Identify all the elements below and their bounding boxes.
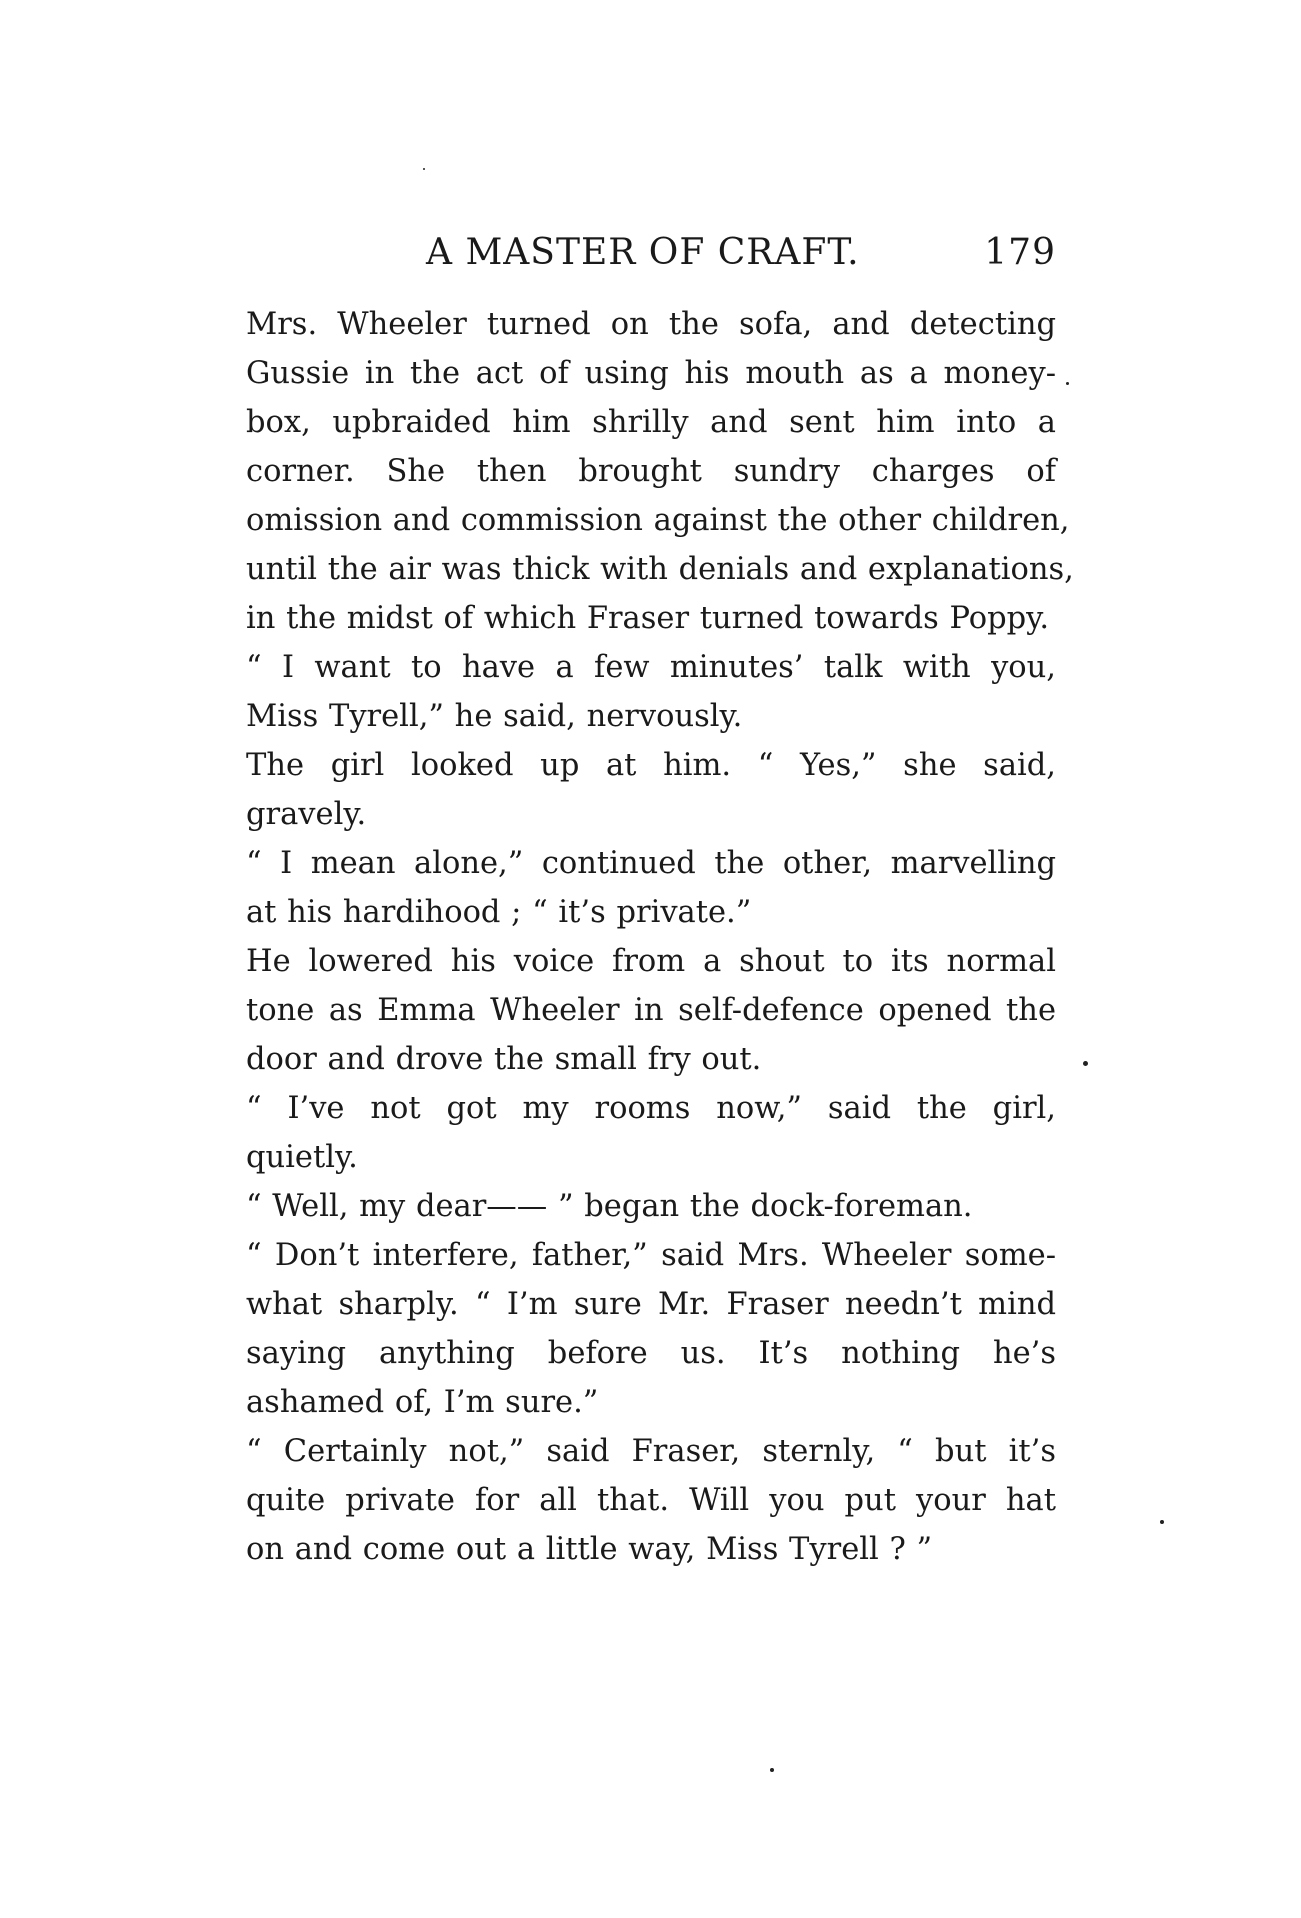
text-line: Mrs. Wheeler turned on the sofa, and detecting	[246, 307, 1056, 342]
paragraph	[246, 937, 1056, 1084]
text-line: tone as Emma Wheeler in self-defence opened the	[246, 993, 1056, 1028]
text-line: at his hardihood ; “ it’s private.”	[246, 895, 752, 930]
text-line: quietly.	[246, 1140, 358, 1175]
text-line: saying anything before us. It’s nothing he’s	[246, 1336, 1056, 1371]
text-line: ashamed of, I’m sure.”	[246, 1385, 599, 1420]
page-number: 179	[984, 232, 1056, 273]
text-line: “ Certainly not,” said Fraser, sternly, “ but it’s	[246, 1434, 1056, 1469]
text-line: He lowered his voice from a shout to its normal	[246, 944, 1056, 979]
paragraph	[246, 300, 1074, 643]
text-line: “ Don’t interfere, father,” said Mrs. Wheeler some-	[246, 1238, 1056, 1273]
running-head	[246, 232, 1056, 282]
scan-speck	[1066, 382, 1069, 385]
text-line: on and come out a little way, Miss Tyrell ? ”	[246, 1532, 933, 1567]
text-line: “ Well, my dear—— ” began the dock-foreman.	[246, 1189, 973, 1224]
body-text	[246, 300, 1074, 1574]
paragraph	[246, 741, 1056, 839]
text-line: quite private for all that. Will you put your hat	[246, 1483, 1056, 1518]
scan-speck	[1083, 1061, 1088, 1066]
text-line: box, upbraided him shrilly and sent him into a	[246, 405, 1056, 440]
text-line: Miss Tyrell,” he said, nervously.	[246, 699, 743, 734]
paragraph	[246, 1427, 1056, 1574]
paragraph	[246, 643, 1056, 741]
scan-speck	[1160, 1520, 1164, 1524]
text-line: “ I mean alone,” continued the other, marvelling	[246, 846, 1056, 881]
paragraph	[246, 839, 1056, 937]
text-line: corner. She then brought sundry charges of	[246, 454, 1056, 489]
text-line: in the midst of which Fraser turned towards Poppy.	[246, 601, 1050, 636]
running-title: A MASTER OF CRAFT.	[426, 232, 860, 273]
text-line: gravely.	[246, 797, 367, 832]
text-line: Gussie in the act of using his mouth as a money-	[246, 356, 1056, 391]
text-line: “ I’ve not got my rooms now,” said the girl,	[246, 1091, 1056, 1126]
text-line: until the air was thick with denials and explanations,	[246, 552, 1074, 587]
paragraph	[246, 1231, 1056, 1427]
text-line: door and drove the small fry out.	[246, 1042, 762, 1077]
paragraph	[246, 1084, 1056, 1182]
text-line: “ I want to have a few minutes’ talk with you,	[246, 650, 1056, 685]
scan-speck	[423, 168, 425, 170]
scan-speck	[770, 1768, 774, 1772]
text-line: what sharply. “ I’m sure Mr. Fraser needn’t mind	[246, 1287, 1056, 1322]
text-line: The girl looked up at him. “ Yes,” she said,	[246, 748, 1056, 783]
text-line: omission and commission against the other children,	[246, 503, 1070, 538]
paragraph	[246, 1182, 1056, 1231]
